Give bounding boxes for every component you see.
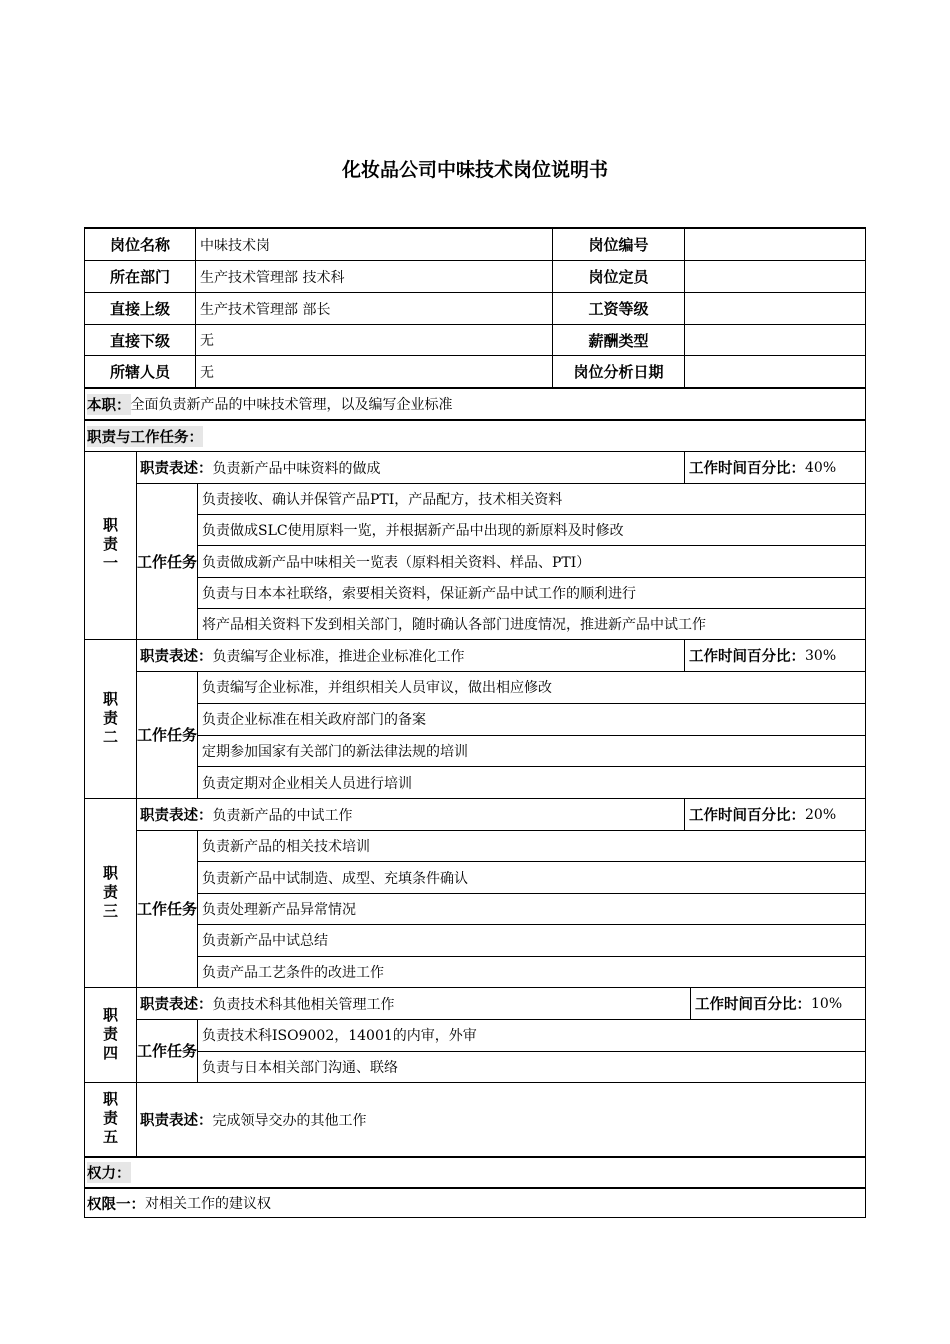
duty-statement: 负责新产品中味资料的做成 (212, 460, 381, 477)
task-item: 负责与日本相关部门沟通、联络 (198, 1051, 865, 1083)
value-headcount (684, 261, 865, 292)
label-subordinate: 直接下级 (109, 331, 170, 350)
label-supervisor: 直接上级 (109, 300, 170, 318)
header-row (85, 355, 865, 387)
task-item: 负责产品工艺条件的改进工作 (198, 956, 865, 987)
value-supervisor: 生产技术管理部 部长 (195, 293, 552, 324)
role-text: 全面负责新产品的中味技术管理，以及编写企业标准 (130, 397, 453, 413)
power-label: 权力： (87, 1162, 131, 1183)
duty-block (85, 451, 865, 639)
page-title: 化妆品公司中味技术岗位说明书 (341, 159, 608, 181)
label-department: 所在部门 (109, 268, 170, 286)
authority-row (85, 1187, 865, 1218)
value-position-code (684, 229, 865, 260)
duties-section-label: 职责与工作任务： (87, 426, 203, 447)
value-pay-grade (684, 293, 865, 324)
label-position-name: 岗位名称 (109, 236, 170, 254)
value-subordinate: 无 (195, 325, 552, 355)
duty-name: 职责五 (101, 1091, 119, 1148)
tasks-label: 工作 任务 (137, 1042, 198, 1060)
statement-label: 职责表述： (140, 808, 213, 824)
duty-statement: 负责技术科其他相关管理工作 (212, 996, 395, 1013)
task-item: 负责企业标准在相关政府部门的备案 (198, 703, 865, 735)
task-item: 负责接收、确认并保管产品PTI，产品配方，技术相关资料 (202, 492, 563, 509)
label-analysis-date: 岗位分析日期 (552, 356, 684, 387)
task-item: 负责新产品中试制造、成型、充填条件确认 (198, 861, 865, 892)
role-label: 本职： (87, 394, 131, 415)
duty-pct: 30% (805, 647, 837, 664)
task-item: 负责做成SLC使用原料一览，并根据新产品中出现的新原料及时修改 (198, 514, 865, 545)
duty-name: 职责四 (101, 1006, 119, 1064)
statement-label: 职责表述： (140, 461, 213, 477)
statement-label: 职责表述： (140, 997, 213, 1013)
value-department: 生产技术管理部 技术科 (195, 261, 552, 292)
value-staff: 无 (195, 356, 552, 387)
duty-statement: 完成领导交办的其他工作 (212, 1112, 367, 1129)
label-pay-grade: 工资等级 (552, 293, 684, 324)
duty-block (85, 1082, 865, 1156)
role-row (85, 387, 865, 419)
statement-label: 职责表述： (140, 1113, 213, 1129)
label-pay-type: 薪酬类型 (552, 325, 684, 355)
duties-section-row (85, 419, 865, 451)
task-item: 负责定期对企业相关人员进行培训 (198, 766, 865, 798)
task-item: 负责与日本本社联络，索要相关资料，保证新产品中试工作的顺利进行 (198, 577, 865, 608)
pct-label: 工作时间百分比： (689, 649, 805, 665)
duty-block (85, 987, 865, 1082)
statement-label: 职责表述： (140, 649, 213, 665)
duty-statement: 负责编写企业标准，推进企业标准化工作 (212, 648, 465, 665)
value-pay-type (684, 325, 865, 355)
task-item: 负责处理新产品异常情况 (198, 893, 865, 924)
duty-pct: 40% (805, 459, 837, 476)
tasks-label: 工作 任务 (137, 552, 198, 571)
duty-name: 职责一 (101, 517, 119, 574)
duty-statement: 负责新产品的中试工作 (212, 807, 353, 824)
authority-text: 对相关工作的建议权 (145, 1196, 271, 1212)
pct-label: 工作时间百分比： (689, 461, 805, 477)
label-staff: 所辖人员 (109, 363, 170, 381)
task-item: 负责做成新产品中味相关一览表（原料相关资料、样品、PTI） (198, 545, 865, 576)
header-row (85, 227, 865, 260)
header-row (85, 292, 865, 324)
task-item: 将产品相关资料下发到相关部门，随时确认各部门进度情况，推进新产品中试工作 (198, 608, 865, 639)
header-row (85, 324, 865, 355)
task-item: 定期参加国家有关部门的新法律法规的培训 (198, 735, 865, 767)
duty-name: 职责二 (101, 690, 119, 748)
power-row (85, 1156, 865, 1187)
tasks-label: 工作 任务 (137, 900, 198, 918)
duty-name: 职责三 (101, 864, 119, 922)
duty-block (85, 798, 865, 987)
duty-pct: 10% (811, 995, 843, 1012)
value-analysis-date (684, 356, 865, 387)
task-item: 负责新产品中试总结 (198, 924, 865, 955)
task-item: 负责技术科ISO9002，14001的内审，外审 (202, 1028, 477, 1045)
label-headcount: 岗位定员 (552, 261, 684, 292)
job-description-table (84, 227, 866, 1218)
task-item: 负责新产品的相关技术培训 (202, 839, 370, 856)
duty-pct: 20% (805, 806, 837, 823)
pct-label: 工作时间百分比： (689, 808, 805, 824)
authority-label: 权限一： (87, 1196, 145, 1213)
tasks-label: 工作 任务 (137, 726, 198, 744)
header-row (85, 260, 865, 292)
task-item: 负责编写企业标准，并组织相关人员审议，做出相应修改 (202, 680, 552, 697)
label-position-code: 岗位编号 (552, 229, 684, 260)
value-position-name: 中味技术岗 (195, 229, 552, 260)
duty-block (85, 639, 865, 798)
pct-label: 工作时间百分比： (695, 997, 811, 1013)
